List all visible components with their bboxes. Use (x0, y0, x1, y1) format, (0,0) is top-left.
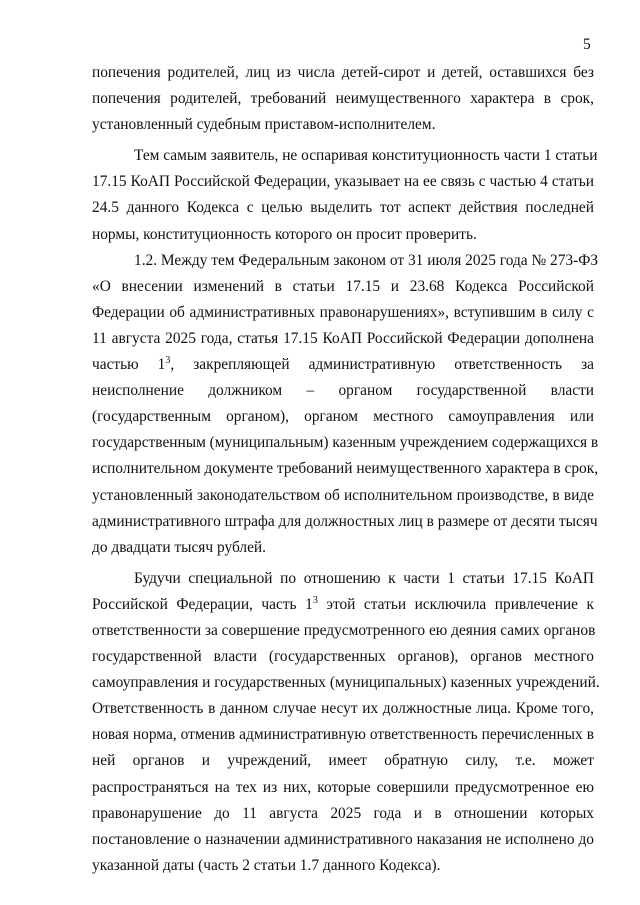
line-text: частью 1 (92, 356, 166, 374)
text-line (92, 60, 594, 86)
line-text: ней органов и учреждений, имеет обратную силу, т.е. может (92, 752, 594, 770)
text-line (92, 143, 598, 169)
line-text: попечения родителей, требований неимущественного характера в срок, (92, 90, 594, 108)
line-text: Тем самым заявитель, не оспаривая конституционность части 1 статьи (134, 147, 598, 165)
text-line (92, 535, 594, 561)
line-text: (государственным органом), органом местного самоуправления или (92, 408, 594, 426)
line-text: правонарушение до 11 августа 2025 года и в отношении которых (92, 804, 594, 822)
line-text: 1.2. Между тем Федеральным законом от 31 июля 2025 года № 273-ФЗ (134, 251, 599, 269)
line-text: до двадцати тысяч рублей. (92, 538, 267, 556)
line-text: исполнительном документе требований неимущественного характера в срок, (92, 460, 599, 478)
text-line (92, 378, 594, 404)
line-text: распространяться на тех из них, которые совершили предусмотренное ею (92, 778, 594, 796)
text-line (92, 592, 594, 618)
text-line (92, 801, 594, 827)
line-text: самоуправления и государственных (муниципальных) казенных учреждений. (92, 674, 600, 692)
text-line (92, 248, 599, 274)
line-text: установленный законодательством об исполнительном производстве, в виде (92, 486, 594, 504)
text-line (92, 169, 594, 195)
text-line (92, 644, 594, 670)
line-text: попечения родителей, лиц из числа детей-сирот и детей, оставшихся без (92, 64, 594, 81)
text-line (92, 456, 599, 482)
text-line (92, 404, 594, 430)
line-text: новая норма, отменив административную ответственность перечисленных в (92, 726, 594, 744)
text-line (92, 748, 594, 774)
line-text: 17.15 КоАП Российской Федерации, указывает на ее связь с частью 4 статьи (92, 173, 594, 191)
text-line (92, 483, 594, 509)
text-line (92, 566, 594, 592)
line-text: государственной власти (государственных органов), органов местного (92, 648, 594, 666)
line-text: государственным (муниципальным) казенным учреждением содержащихся в (92, 434, 599, 452)
text-line (92, 430, 599, 456)
line-text: Ответственность в данном случае несут их должностные лица. Кроме того, (92, 700, 594, 718)
superscript: 3 (165, 355, 171, 367)
text-line (92, 195, 594, 221)
line-text: 11 августа 2025 года, статья 17.15 КоАП Российской Федерации дополнена (92, 329, 594, 347)
line-text: нормы, конституционность которого он просит проверить. (92, 225, 477, 243)
text-line (92, 112, 594, 138)
line-text: административного штрафа для должностных лиц в размере от десяти тысяч (92, 512, 598, 530)
text-line (92, 509, 598, 535)
line-text: установленный судебным приставом-исполнителем. (92, 116, 436, 134)
superscript: 3 (312, 594, 318, 606)
text-line (92, 274, 594, 300)
text-line (92, 352, 594, 378)
text-line (92, 618, 594, 644)
line-text: указанной даты (часть 2 статьи 1.7 данного Кодекса). (92, 856, 441, 874)
line-text: «О внесении изменений в статьи 17.15 и 23.68 Кодекса Российской (92, 277, 594, 295)
text-line (92, 670, 600, 696)
line-text: Федерации об административных правонарушениях», вступившим в силу с (92, 303, 594, 321)
line-text-continued: , закрепляющей административную ответственность за (170, 356, 594, 374)
document-body (92, 60, 600, 879)
line-text: Российской Федерации, часть 1 (92, 595, 313, 613)
text-line (92, 853, 594, 879)
text-line (92, 300, 594, 326)
text-line (92, 326, 594, 352)
text-line (92, 696, 594, 722)
line-text: Будучи специальной по отношению к части 1 статьи 17.15 КоАП (134, 569, 594, 587)
line-text: ответственности за совершение предусмотренного ею деяния самих органов (92, 621, 596, 639)
text-line (92, 722, 594, 748)
line-text: 24.5 данного Кодекса с целью выделить тот аспект действия последней (92, 199, 594, 217)
text-line (92, 827, 594, 853)
text-line (92, 86, 594, 112)
page-number: 5 (583, 36, 591, 53)
text-line (92, 222, 594, 248)
line-text-continued: этой статьи исключила привлечение к (317, 595, 594, 613)
line-text: неисполнение должником – органом государственной власти (92, 382, 594, 400)
text-line (92, 775, 594, 801)
line-text: постановление о назначении административного наказания не исполнено до (92, 830, 594, 848)
